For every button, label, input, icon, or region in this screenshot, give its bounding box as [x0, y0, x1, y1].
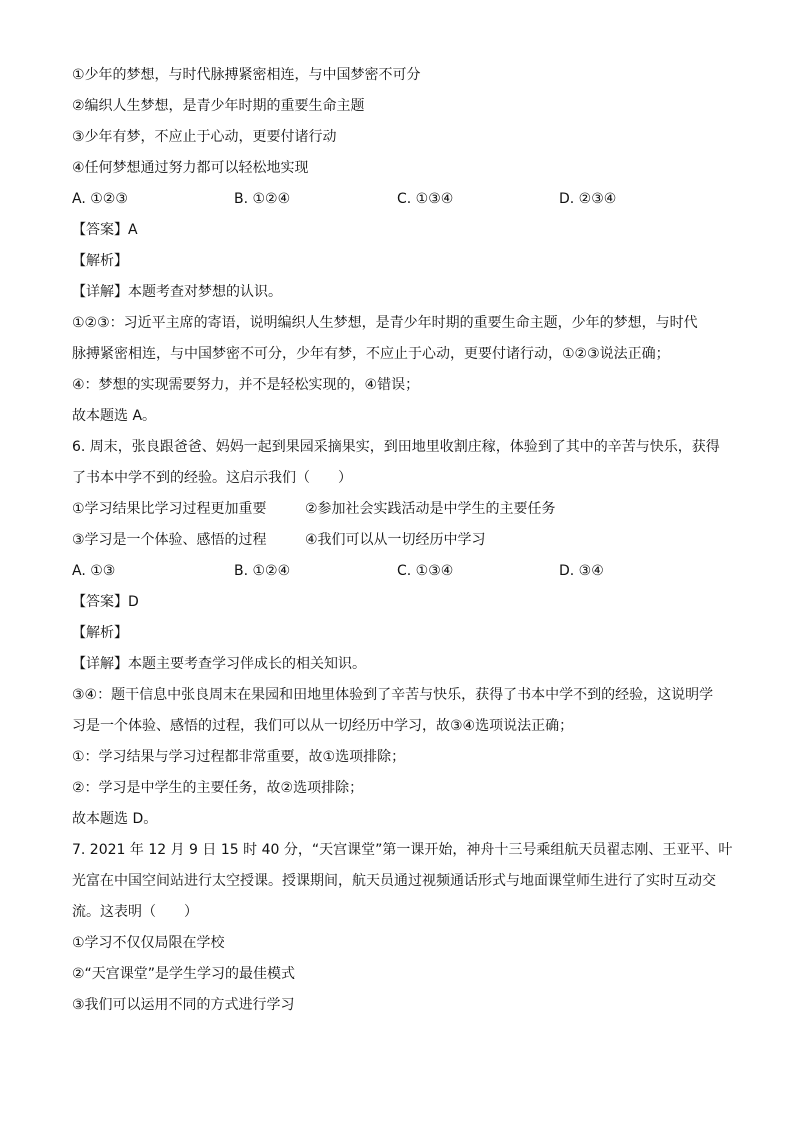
q6-explanation-3: ②：学习是中学生的主要任务，故②选项排除； — [72, 780, 364, 796]
q5-choices — [72, 184, 732, 215]
q6-analysis-heading: 【解析】 — [72, 625, 128, 641]
q6-option-1: ①学习结果比学习过程更加重要 — [72, 501, 267, 517]
q5-choice-b: B. ①②④ — [234, 191, 291, 207]
q5-analysis-heading: 【解析】 — [72, 253, 128, 269]
q6-explanation-2: ①：学习结果与学习过程都非常重要，故①选项排除； — [72, 749, 406, 765]
q6-option-3: ③学习是一个体验、感悟的过程 — [72, 532, 267, 548]
q6-answer: 【答案】D — [72, 594, 139, 610]
q5-option-4: ④任何梦想通过努力都可以轻松地实现 — [72, 160, 309, 176]
q5-explanation-2: ④：梦想的实现需要努力，并不是轻松实现的，④错误； — [72, 377, 420, 393]
q7-option-2: ②“天宫课堂”是学生学习的最佳模式 — [72, 966, 296, 982]
document-page — [72, 60, 732, 1021]
q5-choice-d: D. ②③④ — [559, 191, 617, 207]
q6-explanation-1a: ③④：题干信息中张良周末在果园和田地里体验到了辛苦与快乐，获得了书本中学不到的经验，这说明学 — [72, 687, 714, 703]
q6-choice-c: C. ①③④ — [397, 563, 454, 579]
q6-choice-b: B. ①②④ — [234, 563, 291, 579]
q6-choice-a: A. ①③ — [72, 563, 116, 579]
q5-detail: 【详解】本题考查对梦想的认识。 — [72, 284, 282, 300]
q5-choice-a: A. ①②③ — [72, 191, 128, 207]
q7-stem-2: 光富在中国空间站进行太空授课。授课期间，航天员通过视频通话形式与地面课堂师生进行了实时互动交 — [72, 873, 716, 889]
q6-stem-2: 了书本中学不到的经验。这启示我们（ ） — [72, 470, 352, 486]
q6-option-4: ④我们可以从一切经历中学习 — [305, 532, 486, 548]
q5-option-3: ③少年有梦，不应止于心动，更要付诸行动 — [72, 129, 337, 145]
q7-stem-1: 7. 2021 年 12 月 9 日 15 时 40 分，“天宫课堂”第一课开始，神舟十三号乘组航天员翟志刚、王亚平、叶 — [72, 842, 733, 858]
q5-explanation-1a: ①②③：习近平主席的寄语，说明编织人生梦想，是青少年时期的重要生命主题，少年的梦想，与时代 — [72, 315, 698, 331]
q7-option-1: ①学习不仅仅局限在学校 — [72, 935, 225, 951]
q5-explanation-1b: 脉搏紧密相连，与中国梦密不可分，少年有梦，不应止于心动，更要付诸行动，①②③说法正确； — [72, 346, 670, 362]
q5-choice-c: C. ①③④ — [397, 191, 454, 207]
q5-option-1: ①少年的梦想，与时代脉搏紧密相连，与中国梦密不可分 — [72, 67, 421, 83]
q7-stem-3: 流。这表明（ ） — [72, 904, 198, 920]
q5-answer: 【答案】A — [72, 222, 138, 238]
q6-options-row-2 — [72, 525, 732, 556]
q6-stem-1: 6. 周末，张良跟爸爸、妈妈一起到果园采摘果实，到田地里收割庄稼，体验到了其中的辛苦与快乐，获得 — [72, 439, 720, 455]
q5-option-2: ②编织人生梦想，是青少年时期的重要生命主题 — [72, 98, 365, 114]
q6-detail: 【详解】本题主要考查学习伴成长的相关知识。 — [72, 656, 366, 672]
q5-conclusion: 故本题选 A。 — [72, 408, 157, 424]
q6-explanation-1b: 习是一个体验、感悟的过程，我们可以从一切经历中学习，故③④选项说法正确； — [72, 718, 574, 734]
q7-option-3: ③我们可以运用不同的方式进行学习 — [72, 997, 295, 1013]
q6-choice-d: D. ③④ — [559, 563, 604, 579]
q6-choices — [72, 556, 732, 587]
q6-options-row-1 — [72, 494, 732, 525]
q6-conclusion: 故本题选 D。 — [72, 811, 158, 827]
q6-option-2: ②参加社会实践活动是中学生的主要任务 — [305, 501, 556, 517]
